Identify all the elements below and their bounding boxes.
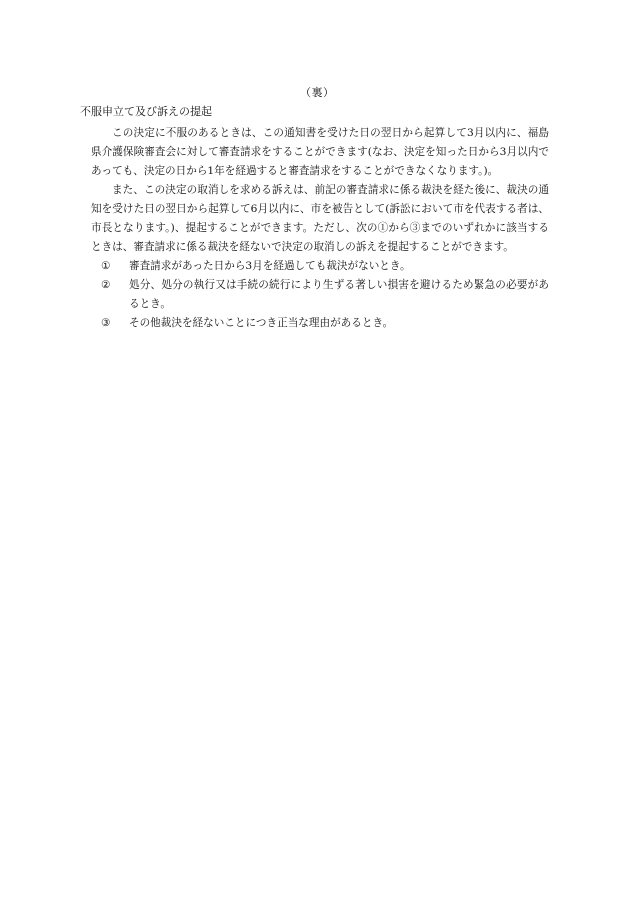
page-side-mark: （裏） — [300, 86, 335, 99]
list-item-text: 処分、処分の執行又は手続の続行により生ずる著しい損害を避けるため緊急の必要があるとき。 — [129, 279, 549, 310]
list-marker: ③ — [101, 317, 111, 329]
paragraph-appeal: この決定に不服のあるときは、この通知書を受けた日の翌日から起算して3月以内に、福島県介護保険審査会に対して審査請求をすることができます(なお、決定を知った日から3月以内であっても、決定の日から1年を経過すると審査請求をすることができなくなります。)。 — [91, 127, 549, 177]
list-marker: ② — [101, 279, 111, 291]
paragraph-lawsuit: また、この決定の取消しを求める訴えは、前記の審査請求に係る裁決を経た後に、裁決の通知を受けた日の翌日から起算して6月以内に、市を被告として(訴訟において市を代表する者は、市長となります。)、提起することができます。ただし、次の①から③までのいずれかに該当するときは、審査請求に係る裁決を経ないで決定の取消しの訴えを提起することができます。 — [91, 184, 549, 253]
list-item — [101, 314, 549, 333]
list-item-text: その他裁決を経ないことにつき正当な理由があるとき。 — [129, 317, 394, 329]
list-item — [101, 276, 549, 314]
document-body — [91, 124, 549, 333]
list-item-text: 審査請求があった日から3月を経過しても裁決がないとき。 — [129, 260, 411, 272]
exception-list — [91, 257, 549, 333]
list-item — [101, 257, 549, 276]
section-title: 不服申立て及び訴えの提起 — [80, 105, 212, 118]
list-marker: ① — [101, 260, 111, 272]
